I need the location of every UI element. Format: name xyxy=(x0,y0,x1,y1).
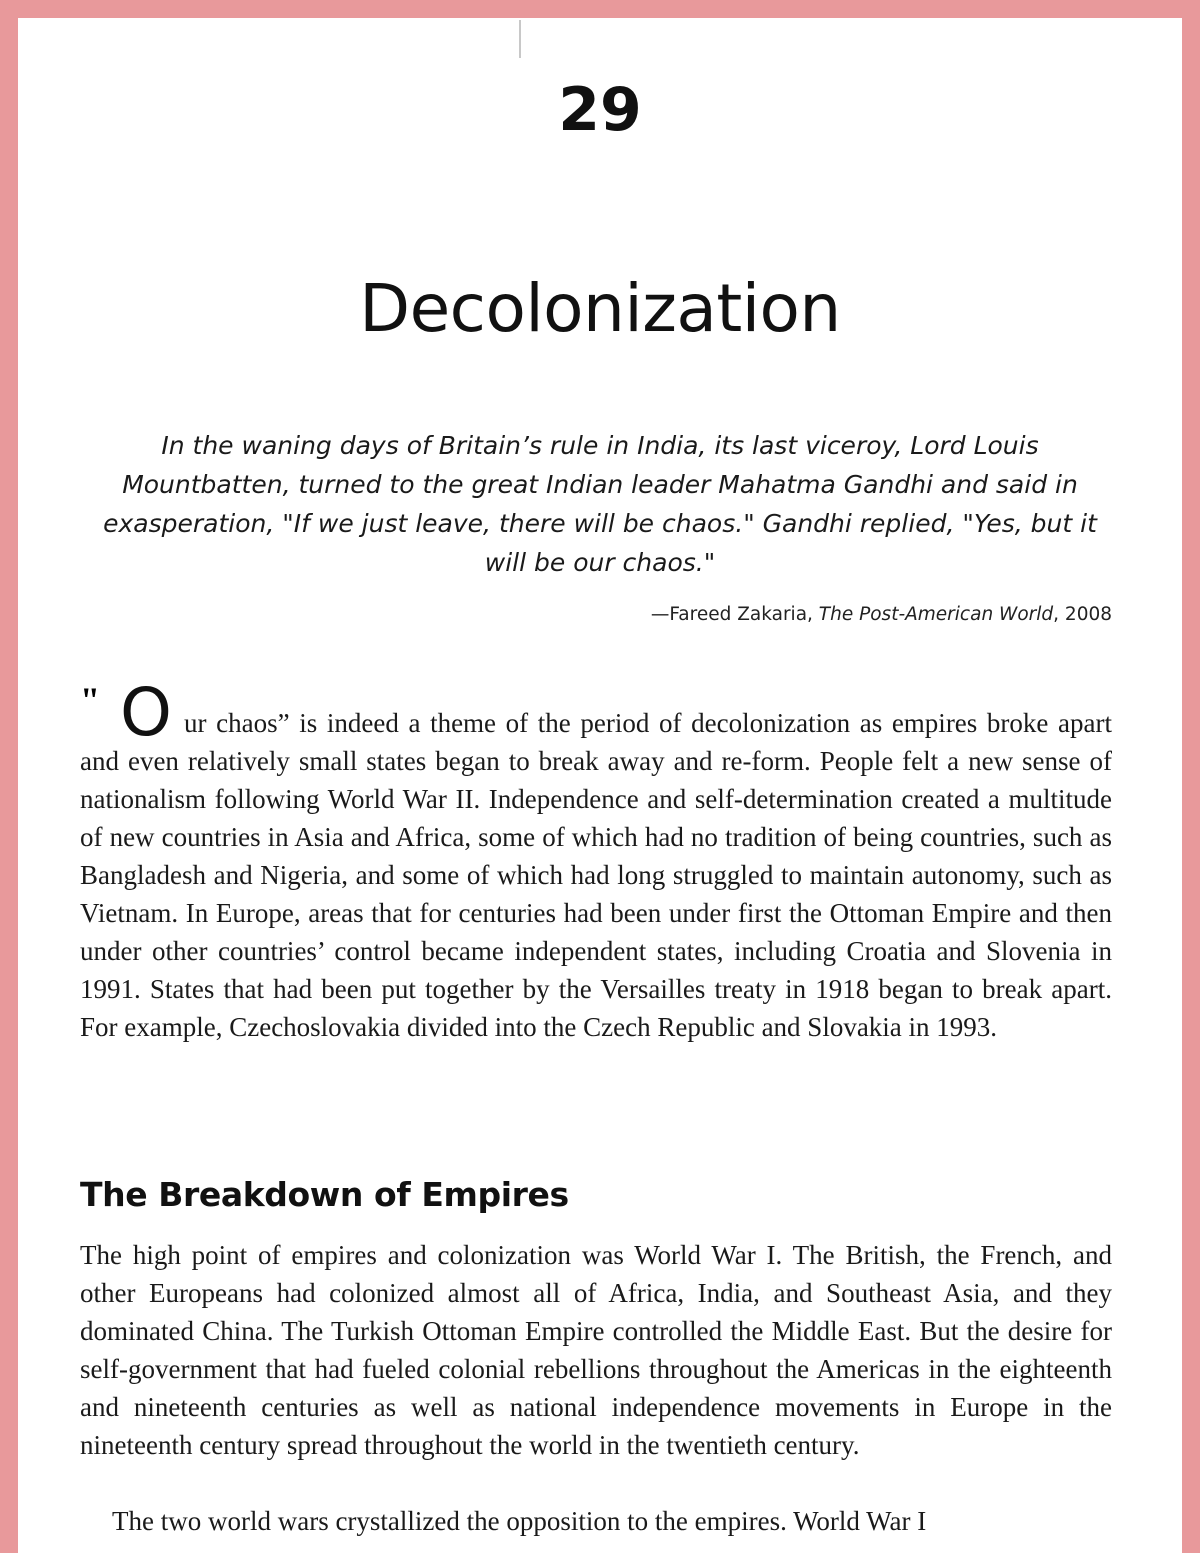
epigraph-attribution xyxy=(651,604,1112,625)
opening-quote-mark: " xyxy=(80,680,100,720)
attribution-author: —Fareed Zakaria, xyxy=(650,604,819,625)
book-page xyxy=(18,18,1182,1553)
section-paragraph-2: The two world wars crystallized the opposition to the empires. World War I xyxy=(112,1506,927,1536)
section-heading: The Breakdown of Empires xyxy=(80,1175,569,1214)
drop-cap: O xyxy=(120,674,172,751)
chapter-title: Decolonization xyxy=(359,270,841,347)
attribution-year: , 2008 xyxy=(1053,604,1112,625)
section-paragraph-1: The high point of empires and colonization was World War I. The British, the French, and other Europeans had colonized almost all of Africa, India, and Southeast Asia, and they dominated China. The Turkish Ottoman Empire controlled the Middle East. But the desire for self-government that had fueled colonial rebellions throughout the Americas in the eighteenth and nineteenth centuries as well as national independence movements in Europe in the nineteenth century spread throughout the world in the twentieth century. xyxy=(80,1240,1112,1460)
epigraph-quote: In the waning days of Britain’s rule in India, its last viceroy, Lord Louis Mountbatten, turned to the great Indian leader Mahatma Gandhi and said in exasperation, "If we just leave, there will be chaos." Gandhi replied, "Yes, but it will be our chaos." xyxy=(103,431,1097,577)
intro-text: ur chaos” is indeed a theme of the period of decolonization as empires broke apart and even relatively small states began to break away and re-form. People felt a new sense of nationalism following World War II. Independence and self-determination created a multitude of new countries in Asia and Africa, some of which had no tradition of being countries, such as Bangladesh and Nigeria, and some of which had long struggled to maintain autonomy, such as Vietnam. In Europe, areas that for centuries had been under first the Ottoman Empire and then under other countries’ control became independent states, including Croatia and Slovenia in 1991. States that had been put together by the Versailles treaty in 1918 began to break apart. For example, Czechoslovakia divided into the Czech Republic and Slovakia in 1993. xyxy=(80,708,1112,1042)
chapter-number: 29 xyxy=(558,75,642,145)
attribution-work-title: The Post-American World xyxy=(818,604,1054,625)
intro-paragraph xyxy=(80,674,1112,1046)
scan-gutter-mark xyxy=(519,20,521,58)
